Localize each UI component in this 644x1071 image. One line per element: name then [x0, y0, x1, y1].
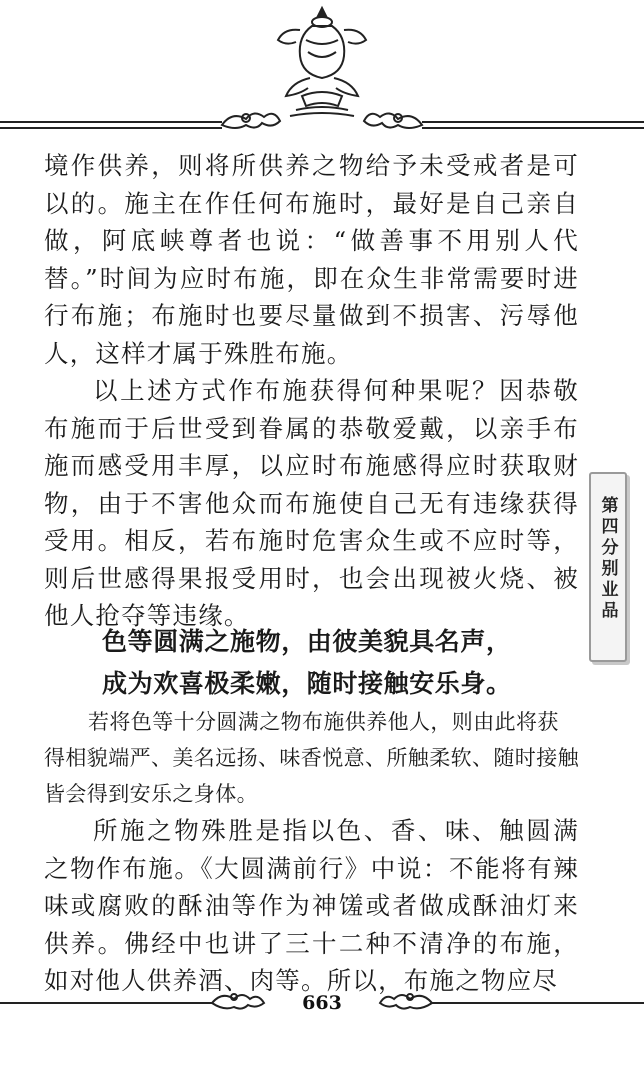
- page-number: 663: [302, 992, 342, 1014]
- paragraph: 所施之物殊胜是指以色、香、味、触圆满之物作布施。《大圆满前行》中说：不能将有辣味或腐败的酥油等作为神馐或者做成酥油灯来供养。佛经中也讲了三十二种不清净的布施，如对他人供养酒、肉等。所以，布施之物应尽: [44, 816, 579, 995]
- commentary-text: 若将色等十分圆满之物布施供养他人，则由此将获得相貌端严、美名远扬、味香悦意、所触柔软、随时接触皆会得到安乐之身体。: [44, 710, 579, 806]
- paragraph: 境作供养，则将所供养之物给予未受戒者是可以的。施主在作任何布施时，最好是自己亲自做，阿底峡尊者也说：“做善事不用别人代替。”时间为应时布施，即在众生非常需要时进行布施；布施时也要尽量做到不损害、污辱他人，这样才属于殊胜布施。: [44, 151, 579, 368]
- commentary-block: [44, 704, 579, 812]
- closing-block: [44, 812, 579, 1000]
- verse-line: 色等圆满之施物，由彼美貌具名声，: [102, 627, 512, 656]
- main-text: [44, 147, 579, 635]
- chapter-side-tab: [589, 472, 627, 662]
- chapter-tab-label: 第四分别业品: [597, 496, 618, 622]
- paragraph: 以上述方式作布施获得何种果呢？因恭敬布施而于后世受到眷属的恭敬爱戴，以亲手布施而感受用丰厚，以应时布施感得应时获取财物，由于不害他众而布施使自己无有违缘获得受用。相反，若布施时危害众生或不应时等，则后世感得果报受用时，也会出现被火烧、被他人抢夺等违缘。: [44, 376, 579, 630]
- header-ornament: [0, 0, 644, 140]
- verse-line: 成为欢喜极柔嫩，随时接触安乐身。: [102, 669, 512, 698]
- verse-block: [44, 621, 579, 705]
